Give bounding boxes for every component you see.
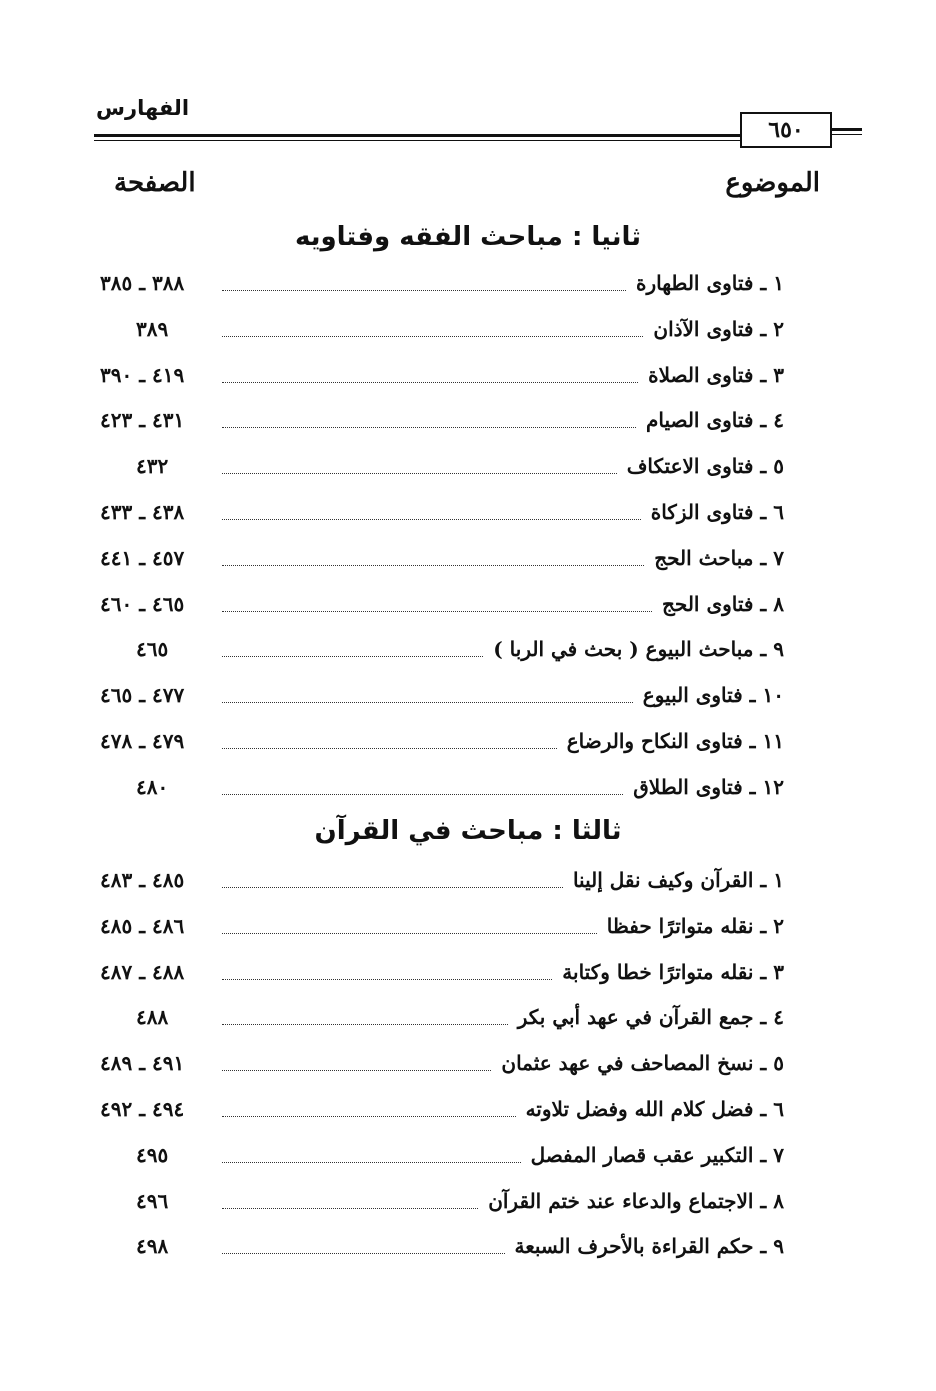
index-entry <box>0 678 936 718</box>
entry-pages: ٤٩٨ <box>136 1234 169 1259</box>
dot-leader <box>222 979 552 980</box>
entry-title: ١٢ ـ فتاوى الطلاق <box>633 774 784 799</box>
topic-column-heading: الموضوع <box>725 168 820 198</box>
dot-leader <box>222 565 644 566</box>
entry-title: ٩ ـ حكم القراءة بالأحرف السبعة <box>514 1234 784 1259</box>
header-rule-right-thin <box>832 134 862 135</box>
index-entry <box>0 312 936 352</box>
entry-title: ٥ ـ نسخ المصاحف في عهد عثمان <box>501 1051 784 1076</box>
section-title <box>0 222 936 252</box>
entry-pages: ٤٥٧ ـ ٤٤١ <box>100 545 185 570</box>
index-entry <box>0 1046 936 1086</box>
entry-pages: ٤٩٦ <box>136 1188 169 1213</box>
index-entry <box>0 449 936 489</box>
index-entry <box>0 1092 936 1132</box>
entry-title: ١١ ـ فتاوى النكاح والرضاع <box>566 729 784 753</box>
entry-pages: ٤٧٩ ـ ٤٧٨ <box>100 729 185 753</box>
dot-leader <box>222 336 643 337</box>
entry-pages: ٤٨٥ ـ ٤٨٣ <box>100 868 185 892</box>
entry-title: ٣ ـ فتاوى الصلاة <box>648 362 784 387</box>
entry-title: ٢ ـ نقله متواترًا حفظا <box>606 913 784 938</box>
entry-title: ١٠ ـ فتاوى البيوع <box>642 683 784 708</box>
dot-leader <box>222 933 597 934</box>
index-entry <box>0 1000 936 1040</box>
dot-leader <box>222 1162 521 1163</box>
entry-title: ٥ ـ فتاوى الاعتكاف <box>626 454 784 479</box>
entry-pages: ٣٨٨ ـ ٣٨٥ <box>100 271 185 295</box>
index-entry <box>0 632 936 672</box>
dot-leader <box>222 702 633 703</box>
dot-leader <box>222 1116 516 1117</box>
entry-title: ٨ ـ الاجتماع والدعاء عند ختم القرآن <box>488 1188 784 1213</box>
entry-pages: ٤٣٨ ـ ٤٣٣ <box>100 500 185 524</box>
index-entry <box>0 541 936 581</box>
entry-title: ٧ ـ مباحث الحج <box>654 545 784 570</box>
header-rule-right <box>832 128 862 131</box>
index-entry <box>0 266 936 306</box>
dot-leader <box>222 748 557 749</box>
entry-pages: ٤٨٨ ـ ٤٨٧ <box>100 959 185 984</box>
dot-leader <box>222 473 617 474</box>
entry-pages: ٤٨٨ <box>136 1005 169 1030</box>
entry-title: ٦ ـ فضل كلام الله وفضل تلاوته <box>525 1097 784 1121</box>
index-entry <box>0 1138 936 1178</box>
entry-title: ١ ـ القرآن وكيف نقل إلينا <box>572 868 784 892</box>
section-title <box>0 816 936 846</box>
entry-pages: ٤٣٢ <box>136 454 169 479</box>
entry-pages: ٤٧٧ ـ ٤٦٥ <box>100 683 185 708</box>
entry-title: ١ ـ فتاوى الطهارة <box>635 271 784 295</box>
dot-leader <box>222 794 623 795</box>
entry-title: ٦ ـ فتاوى الزكاة <box>650 500 784 524</box>
entry-pages: ٤٨٠ <box>136 774 169 799</box>
entry-title: ٨ ـ فتاوى الحج <box>662 591 784 616</box>
section-title-text: ثالثا : مباحث في القرآن <box>314 816 622 846</box>
entry-pages: ٣٨٩ <box>136 316 169 341</box>
dot-leader <box>222 382 638 383</box>
running-header <box>94 96 820 156</box>
entry-pages: ٤٦٥ <box>136 637 169 662</box>
index-entry <box>0 863 936 903</box>
index-entry <box>0 1229 936 1269</box>
entry-pages: ٤٣١ ـ ٤٢٣ <box>100 408 185 433</box>
entry-pages: ٤١٩ ـ ٣٩٠ <box>100 362 185 387</box>
index-entry <box>0 955 936 995</box>
entry-pages: ٤٩٤ ـ ٤٩٢ <box>100 1097 185 1121</box>
page-number: ٦٥٠ <box>740 112 832 148</box>
index-entry <box>0 403 936 443</box>
dot-leader <box>222 1253 505 1254</box>
dot-leader <box>222 1024 508 1025</box>
index-entry <box>0 587 936 627</box>
header-rule-thick <box>94 134 742 137</box>
entry-title: ٧ ـ التكبير عقب قصار المفصل <box>530 1142 784 1167</box>
entry-title: ٤ ـ جمع القرآن في عهد أبي بكر <box>517 1005 784 1030</box>
dot-leader <box>222 656 483 657</box>
entry-pages: ٤٩١ ـ ٤٨٩ <box>100 1051 185 1076</box>
header-rule-thin <box>94 140 742 141</box>
dot-leader <box>222 1070 491 1071</box>
dot-leader <box>222 427 636 428</box>
index-entry <box>0 770 936 810</box>
dot-leader <box>222 887 563 888</box>
entry-title: ٤ ـ فتاوى الصيام <box>645 408 784 433</box>
entry-pages: ٤٩٥ <box>136 1142 169 1167</box>
index-entry <box>0 724 936 764</box>
dot-leader <box>222 519 641 520</box>
index-entry <box>0 1184 936 1224</box>
entry-title: ٢ ـ فتاوى الآذان <box>653 316 784 341</box>
running-title: الفهارس <box>96 96 190 120</box>
dot-leader <box>222 290 626 291</box>
index-entry <box>0 909 936 949</box>
entry-title: ٩ ـ مباحث البيوع ( بحث في الربا ) <box>493 637 784 662</box>
index-entry <box>0 495 936 535</box>
dot-leader <box>222 611 652 612</box>
index-entry <box>0 358 936 398</box>
entry-pages: ٤٨٦ ـ ٤٨٥ <box>100 913 185 938</box>
page-column-heading: الصفحة <box>114 168 196 198</box>
dot-leader <box>222 1208 478 1209</box>
entry-pages: ٤٦٥ ـ ٤٦٠ <box>100 591 185 616</box>
entry-title: ٣ ـ نقله متواترًا خطا وكتابة <box>562 959 784 984</box>
section-title-text: ثانيا : مباحث الفقه وفتاويه <box>294 222 642 252</box>
